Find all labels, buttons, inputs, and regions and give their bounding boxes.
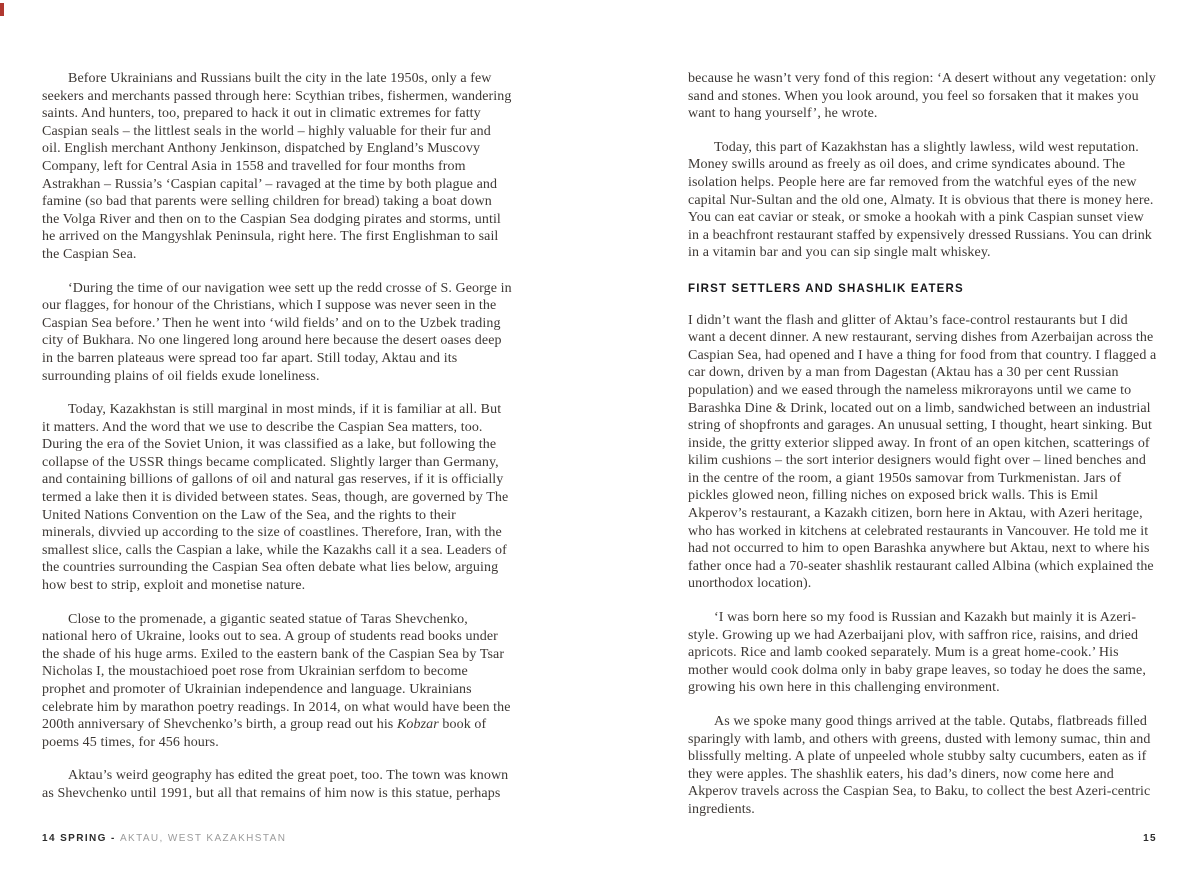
section-heading: FIRST SETTLERS AND SHASHLIK EATERS <box>688 282 964 295</box>
paragraph <box>42 401 512 595</box>
text-run: Today, this part of Kazakhstan has a slightly lawless, wild west reputation. Money swills around as freely as oil does, and crime syndicates abound. The isolation helps. People here are far removed from the watchful eyes of the new capital Nur-Sultan and the old one, Almaty. It is obvious that there is money here. You can eat caviar or steak, or smoke a hookah with a pink Caspian sunset view in a beachfront restaurant staffed by expensively dressed Russians. You can drink in a vitamin bar and you can sip single malt whiskey. <box>688 139 1154 261</box>
italic-text-run: Kobzar <box>396 717 439 733</box>
paragraph <box>42 611 512 752</box>
text-run: I didn’t want the flash and glitter of Aktau’s face-control restaurants but I did want a decent dinner. A new restaurant, serving dishes from Azerbaijan across the Caspian Sea, had opened and I have a thing for food from that country. I flagged a car down, driven by a man from Dagestan (Aktau has a 30 per cent Russian population) and we eased through the nameless mikrorayons until we came to Barashka Dine & Drink, located out on a limb, sandwiched between an industrial string of shopfronts and garages. An unusual setting, I thought, heart sinking. But inside, the gritty exterior slipped away. In front of an open kitchen, scatterings of kilim cushions – the sort interior designers would fight over – lined benches and in the centre of the room, a giant 1950s samovar from Turkmenistan. Jars of pickles glowed neon, filling niches on exposed brick walls. This is Emil Akperov’s restaurant, a Kazakh citizen, born here in Aktau, with Azeri heritage, who has worked in kitchens at celebrated restaurants in Vancouver. He told me it had not occurred to him to open Barashka anywhere but Aktau, next to where his father once had a 70-seater shashlik restaurant called Albina (which explained the unorthodox location). <box>688 312 1157 592</box>
text-run: ‘I was born here so my food is Russian and Kazakh but mainly it is Azeri-style. Growing up we had Azerbaijani plov, with saffron rice, raisins, and dried apricots. Rice and lamb cooked separately. Mum is a great home-cook.’ His mother would cook dolma only in baby grape leaves, so today he does the same, growing his own here in this challenging environment. <box>688 610 1146 696</box>
footer-chapter-title: AKTAU, WEST KAZAKHSTAN <box>119 833 287 844</box>
paragraph <box>688 312 1158 594</box>
text-run: Before Ukrainians and Russians built the city in the late 1950s, only a few seekers and merchants passed through here: Scythian tribes, fishermen, wandering saints. And hunters, too, prepared to hack it out in climatic extremes for fatty Caspian seals – the littlest seals in the world – highly valuable for their fur and oil. English merchant Anthony Jenkinson, dispatched by England’s Muscovy Company, left for Central Asia in 1558 and travelled for four months from Astrakhan – Russia’s ‘Caspian capital’ – ravaged at the time by both plague and famine (so bad that parents were selling children for bread) taking a boat down the Volga River and then on to the Caspian Sea dodging pirates and storms, until he arrived on the Mangyshlak Peninsula, right here. The first Englishman to sail the Caspian Sea. <box>42 71 512 262</box>
red-corner-mark <box>0 3 4 16</box>
text-run: Aktau’s weird geography has edited the great poet, too. The town was known as Shevchenko until 1991, but all that remains of him now is this statue, perhaps <box>42 768 509 801</box>
left-page-text-column <box>42 70 512 819</box>
right-page-number: 15 <box>1143 833 1157 844</box>
paragraph <box>42 280 512 386</box>
right-page-top-paragraphs <box>688 70 1158 262</box>
text-run: Close to the promenade, a gigantic seated statue of Taras Shevchenko, national hero of Ukraine, looks out to sea. A group of students read books under the shade of his huge arms. Exiled to the eastern bank of the Caspian Sea by Tsar Nicholas I, the moustachioed poet rose from Ukrainian serfdom to become prophet and promoter of Ukrainian independence and language. Ukrainians celebrate him by marathon poetry readings. In 2014, on what would have been the 200th anniversary of Shevchenko’s birth, a group read out his <box>42 611 511 733</box>
paragraph <box>688 713 1158 819</box>
paragraph <box>688 139 1158 262</box>
left-page-footer <box>42 833 286 844</box>
text-run: book of poems 45 times, for 456 hours. <box>42 717 487 750</box>
paragraph <box>688 609 1158 697</box>
paragraph <box>42 767 512 802</box>
text-run: ‘During the time of our navigation wee sett up the redd crosse of S. George in our flagges, for honour of the Christians, which I suppose was never seen in the Caspian Sea before.’ Then he went into ‘wild fields’ and on to the Uzbek trading city of Bukhara. No one lingered long around here because the desert oases deep in the barren plateaus were spread too far apart. Still today, Aktau and its surrounding plains of oil fields exude loneliness. <box>42 280 512 384</box>
text-run: because he wasn’t very fond of this region: ‘A desert without any vegetation: only sand and stones. When you look around, you feel so forsaken that it makes you want to hang yourself’, he wrote. <box>688 71 1156 122</box>
paragraph <box>688 70 1158 123</box>
text-run: Today, Kazakhstan is still marginal in most minds, if it is familiar at all. But it matters. And the word that we use to describe the Caspian Sea matters, too. During the era of the Soviet Union, it was classified as a lake, but following the collapse of the USSR things became complicated. Slightly larger than Germany, and containing billions of gallons of oil and natural gas reserves, if it is officially termed a lake then it is divided between states. Seas, though, are governed by The United Nations Convention on the Law of the Sea, and the rights to their minerals, divvied up according to the size of coastlines. Therefore, Iran, with the smallest slice, calls the Caspian a lake, while the Kazakhs call it a sea. Leaders of the countries surrounding the Caspian Sea often debate what lies below, arguing how best to strip, exploit and monetise nature. <box>42 402 509 594</box>
footer-page-number-and-season: 14 SPRING - <box>42 833 116 844</box>
right-page-bottom-paragraphs <box>688 312 1158 819</box>
text-run: As we spoke many good things arrived at the table. Qutabs, flatbreads filled sparingly with lamb, and others with greens, dusted with lemony sumac, thin and blissfully melting. A plate of unpeeled whole stubby salty cucumbers, eaten as if they were apples. The shashlik eaters, his dad’s diners, now come here and Akperov travels across the Caspian Sea, to Baku, to collect the best Azeri-centric ingredients. <box>688 714 1151 817</box>
right-page-text-column <box>688 70 1158 835</box>
paragraph <box>42 70 512 264</box>
